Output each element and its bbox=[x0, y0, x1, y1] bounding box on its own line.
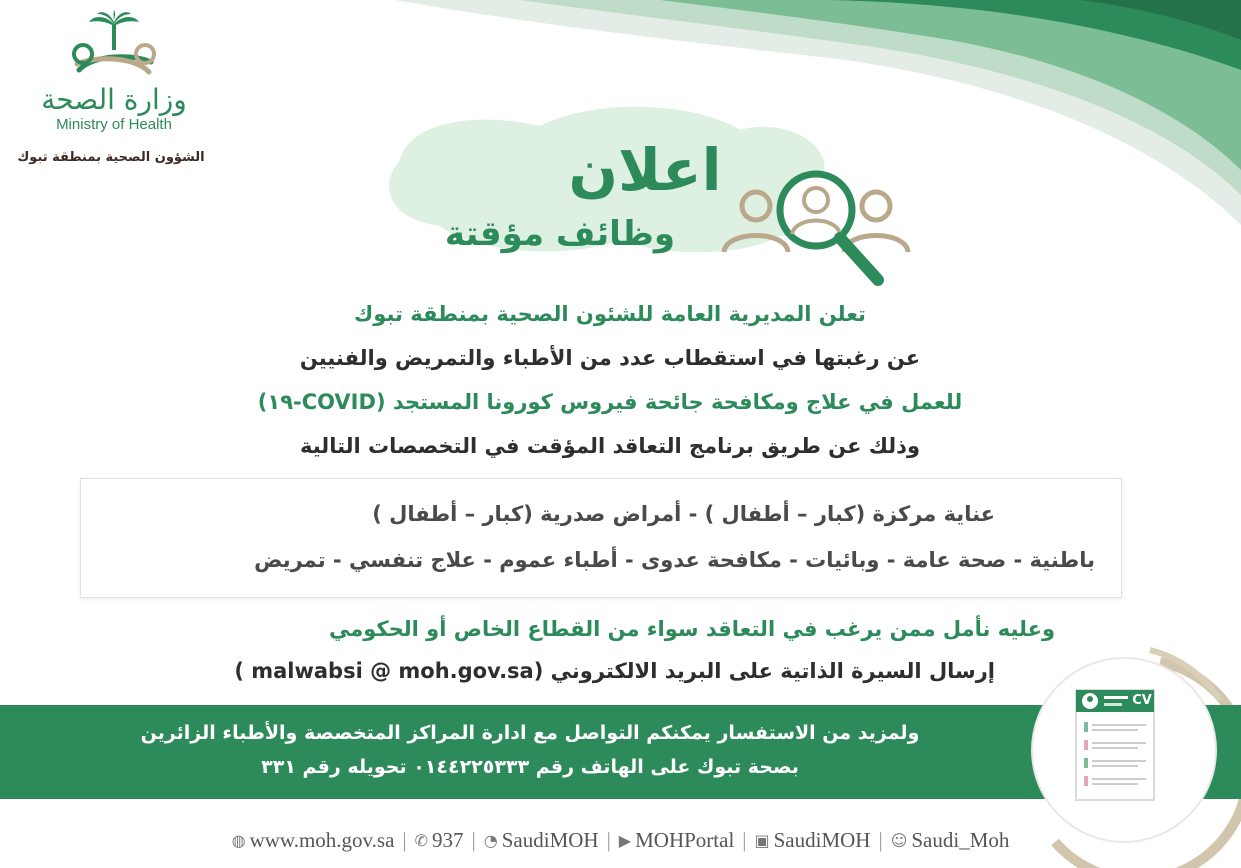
facebook-text: SaudiMOH bbox=[773, 827, 871, 852]
phone-text: 937 bbox=[432, 827, 464, 852]
footer-links bbox=[0, 822, 1241, 858]
phone-icon: ✆ bbox=[414, 830, 429, 850]
footer-snapchat[interactable] bbox=[885, 828, 1016, 853]
footer-youtube[interactable] bbox=[613, 828, 740, 853]
footer-facebook[interactable] bbox=[749, 828, 877, 853]
snapchat-icon: ☺ bbox=[890, 830, 908, 850]
snapchat-text: Saudi_Moh bbox=[911, 827, 1010, 852]
temporary-jobs-subtitle: وظائف مؤقتة bbox=[444, 214, 676, 254]
application-note bbox=[140, 608, 1055, 692]
magnifier-people-icon bbox=[716, 170, 926, 290]
specialties-box bbox=[80, 478, 1122, 598]
twitter-text: SaudiMOH bbox=[501, 827, 599, 852]
footer-website[interactable] bbox=[226, 828, 401, 853]
announcement-title: اعلان bbox=[568, 136, 722, 204]
logo-arabic-text: وزارة الصحة bbox=[41, 83, 187, 116]
footer-separator: | bbox=[606, 827, 611, 852]
contact-line-1: ولمزيد من الاستفسار يمكنكم التواصل مع ادارة المراكز المتخصصة والأطباء الزائرين bbox=[140, 722, 920, 744]
footer-separator: | bbox=[742, 827, 747, 852]
footer-separator: | bbox=[471, 827, 476, 852]
specialties-row-2: باطنية - صحة عامة - وبائيات - مكافحة عدوى - أطباء عموم - علاج تنفسي - تمريض bbox=[254, 548, 1095, 572]
contact-line-2: بصحة تبوك على الهاتف رقم ٠١٤٤٢٢٥٣٣٣ تحويله رقم ٣٣١ bbox=[261, 756, 799, 778]
globe-icon: ◍ bbox=[231, 830, 246, 850]
facebook-icon: ▣ bbox=[754, 830, 770, 850]
footer-separator: | bbox=[402, 827, 407, 852]
contact-band-text bbox=[60, 716, 1000, 784]
intro-line-3: للعمل في علاج ومكافحة جائحة فيروس كورونا المستجد (COVID-١٩) bbox=[257, 390, 963, 414]
intro-line-1: تعلن المديرية العامة للشئون الصحية بمنطقة تبوك bbox=[354, 302, 866, 326]
intro-line-2: عن رغبتها في استقطاب عدد من الأطباء والتمريض والفنيين bbox=[299, 346, 921, 370]
twitter-icon: ◔ bbox=[483, 830, 498, 850]
cv-document-icon bbox=[1024, 650, 1224, 850]
website-text: www.moh.gov.sa bbox=[249, 827, 395, 852]
cv-illustration bbox=[1024, 650, 1224, 850]
note-line-2: إرسال السيرة الذاتية على البريد الالكتروني (malwabsi @ moh.gov.sa ) bbox=[234, 659, 995, 683]
region-affairs-label: الشؤون الصحية بمنطقة تبوك bbox=[17, 150, 205, 165]
cv-label: CV bbox=[1132, 693, 1152, 708]
footer-separator: | bbox=[878, 827, 883, 852]
intro-line-4: وذلك عن طريق برنامج التعاقد المؤقت في التخصصات التالية bbox=[300, 434, 920, 458]
youtube-icon: ▶ bbox=[618, 830, 632, 850]
footer-twitter[interactable] bbox=[478, 828, 605, 853]
youtube-text: MOHPortal bbox=[635, 827, 735, 852]
specialties-row-1: عناية مركزة (كبار – أطفال ) - أمراض صدرية (كبار – أطفال ) bbox=[372, 502, 995, 526]
logo-english-text: Ministry of Health bbox=[56, 116, 172, 133]
ministry-logo bbox=[14, 10, 214, 165]
footer-phone[interactable] bbox=[409, 828, 470, 853]
intro-paragraph bbox=[230, 292, 990, 468]
palm-swords-emblem-icon bbox=[59, 10, 169, 82]
note-line-1: وعليه نأمل ممن يرغب في التعاقد سواء من القطاع الخاص أو الحكومي bbox=[329, 617, 1055, 641]
